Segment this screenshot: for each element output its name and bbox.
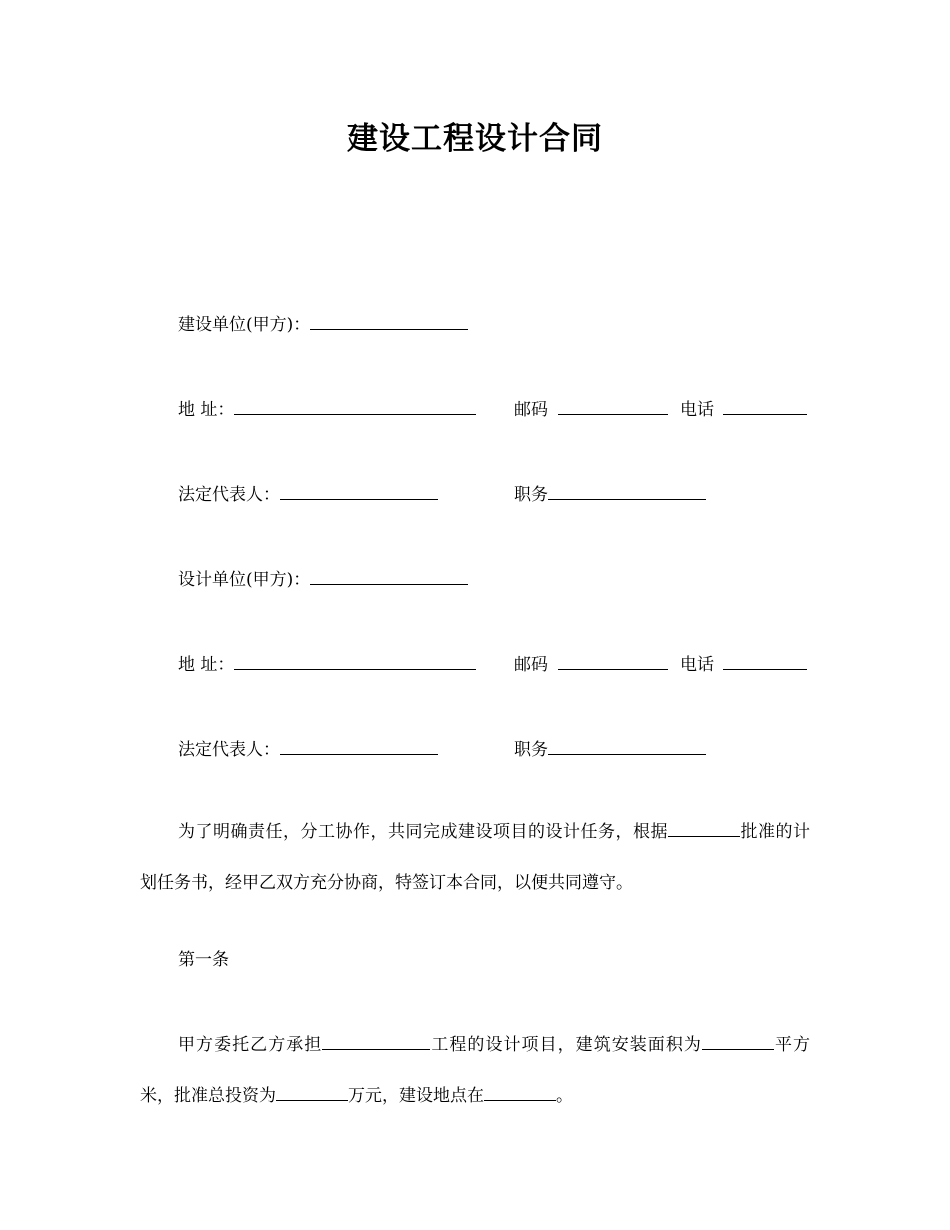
party-a-rep-row <box>178 482 438 507</box>
party-a-position-field[interactable] <box>548 482 706 500</box>
page-title: 建设工程设计合同 <box>347 121 603 157</box>
article-1-heading: 第一条 <box>178 950 229 970</box>
preamble-paragraph <box>140 807 810 909</box>
party-b-unit-field[interactable] <box>310 567 468 585</box>
party-a-address-label: 地 址： <box>178 400 235 420</box>
article-1-text-1: 甲方委托乙方承担 <box>178 1035 323 1055</box>
party-a-phone-label: 电话 <box>680 400 714 420</box>
party-b-contact-row <box>514 652 807 677</box>
area-field[interactable] <box>702 1032 774 1050</box>
article-1-text-5: 。 <box>556 1086 573 1106</box>
party-b-position-field[interactable] <box>548 737 706 755</box>
article-1-heading-block <box>140 935 810 986</box>
party-a-address-field[interactable] <box>234 397 476 415</box>
party-a-postcode-field[interactable] <box>558 397 668 415</box>
party-b-address-label: 地 址： <box>178 655 235 675</box>
article-1-text-2: 工程的设计项目，建筑安装面积为 <box>430 1035 702 1055</box>
article-1-paragraph <box>140 1020 810 1122</box>
party-a-contact-row <box>514 397 807 422</box>
party-b-unit-row <box>178 567 468 592</box>
party-a-address-row <box>178 397 476 422</box>
party-b-unit-label: 设计单位(甲方)： <box>178 570 311 590</box>
party-a-unit-label: 建设单位(甲方)： <box>178 315 311 335</box>
party-a-position-label: 职务 <box>514 485 548 505</box>
investment-field[interactable] <box>276 1083 348 1101</box>
party-a-unit-row <box>178 312 468 337</box>
party-b-position-label: 职务 <box>514 740 548 760</box>
party-b-position-row <box>514 737 706 762</box>
party-b-rep-row <box>178 737 438 762</box>
party-b-phone-field[interactable] <box>723 652 807 670</box>
location-field[interactable] <box>484 1083 556 1101</box>
party-a-rep-field[interactable] <box>280 482 438 500</box>
party-a-phone-field[interactable] <box>723 397 807 415</box>
party-b-rep-field[interactable] <box>280 737 438 755</box>
party-a-position-row <box>514 482 706 507</box>
party-b-rep-label: 法定代表人： <box>178 740 280 760</box>
approval-authority-field[interactable] <box>668 819 740 837</box>
party-b-address-row <box>178 652 476 677</box>
article-1-text-4: 万元，建设地点在 <box>348 1086 484 1106</box>
article-1-text-3: 平方米，批准总投资为 <box>140 1035 811 1106</box>
preamble-text-1: 为了明确责任，分工协作，共同完成建设项目的设计任务，根据 <box>178 822 668 842</box>
party-a-postcode-label: 邮码 <box>514 400 548 420</box>
project-name-field[interactable] <box>322 1032 430 1050</box>
party-b-postcode-label: 邮码 <box>514 655 548 675</box>
party-a-rep-label: 法定代表人： <box>178 485 280 505</box>
party-b-phone-label: 电话 <box>680 655 714 675</box>
preamble-text-2: 批准的计划任务书，经甲乙双方充分协商，特签订本合同，以便共同遵守。 <box>140 822 810 893</box>
party-b-postcode-field[interactable] <box>558 652 668 670</box>
party-b-address-field[interactable] <box>234 652 476 670</box>
party-a-unit-field[interactable] <box>310 312 468 330</box>
